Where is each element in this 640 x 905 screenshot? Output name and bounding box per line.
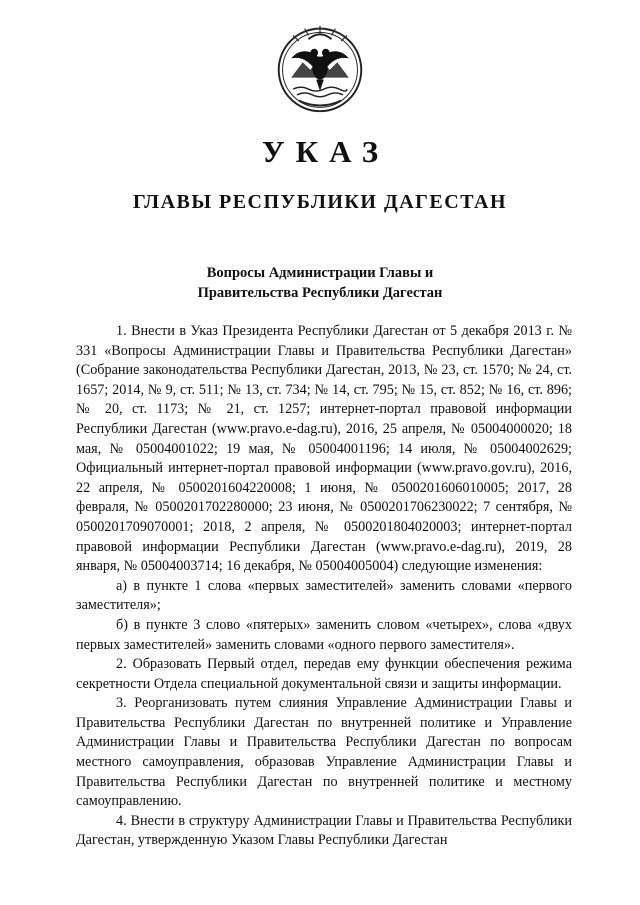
paragraph-1: 1. Внести в Указ Президента Республики Дагестан от 5 декабря 2013 г. № 331 «Вопросы Администрации Главы и Правительства Республики Дагестан» (Собрание законодательства Республики Дагестан, 2013, № 23, ст. 1570; № 24, ст. 1657; 2014, № 9, ст. 511; № 13, ст. 734; № 14, ст. 795; № 15, ст. 852; № 16, ст. 896; № 20, ст. 1173; № 21, ст. 1257; интернет-портал правовой информации Республики Дагестан (www.pravo.e-dag.ru), 2016, 25 апреля, № 05004000020; 18 мая, № 05004001022; 19 мая, № 05004001196; 14 июля, № 05004002629; Официальный интернет-портал правовой информации (www.pravo.gov.ru), 2016, 22 апреля, № 0500201604220008; 1 июня, № 0500201606010005; 2017, 28 февраля, № 0500201702280000; 23 июня, № 0500201706230022; 7 сентября, № 0500201709070001; 2018, 2 апреля, № 0500201804020003; интернет-портал правовой информации Республики Дагестан (www.pravo.e-dag.ru), 2019, 28 января, № 05004003714; 16 декабря, № 05004005004) следующие изменения: (76, 323, 572, 575)
eagle-emblem-icon (272, 20, 368, 116)
paragraph-1b: б) в пункте 3 слово «пятерых» заменить словом «четырех», слова «двух первых заместителей» заменить словами «одного первого заместителя». (76, 616, 572, 653)
document-title: УКАЗ (261, 134, 390, 169)
paragraph-1a: а) в пункте 1 слова «первых заместителей» заменить словами «первого заместителя»; (76, 577, 572, 614)
heading-line-1: Вопросы Администрации Главы и (206, 265, 434, 281)
document-body (76, 322, 572, 851)
heading-line-2: Правительства Республики Дагестан (197, 285, 443, 301)
paragraph-2: 2. Образовать Первый отдел, передав ему функции обеспечения режима секретности Отдела специальной документальной связи и защиты информации. (76, 656, 572, 692)
document-issuer: ГЛАВЫ РЕСПУБЛИКИ ДАГЕСТАН (132, 191, 508, 213)
paragraph-4: 4. Внести в структуру Администрации Главы и Правительства Республики Дагестан, утвержденную Указом Главы Республики Дагестан (76, 812, 572, 849)
coat-of-arms-emblem (272, 20, 368, 116)
paragraph-3: 3. Реорганизовать путем слияния Управление Администрации Главы и Правительства Республики Дагестан по внутренней политике и Управление Администрации Главы и Правительства Республики Дагестан по вопросам местного самоуправления, образовав Управление Администрации Главы и Правительства Республики Дагестан по внутренней политике и местному самоуправлению. (76, 695, 572, 810)
document-heading (0, 263, 640, 303)
